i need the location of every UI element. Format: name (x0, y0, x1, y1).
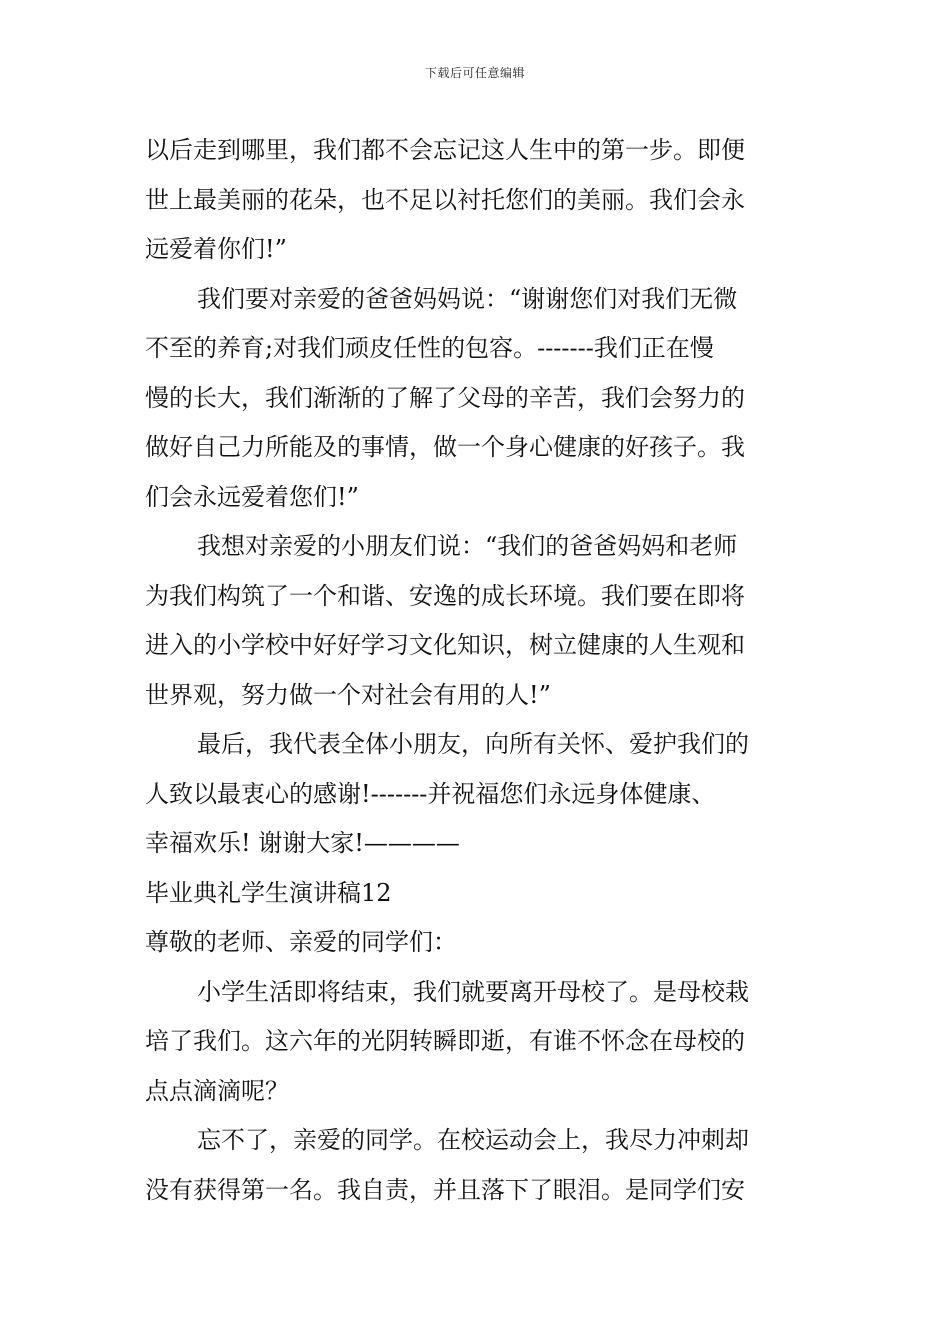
text-line: 为我们构筑了一个和谐、安逸的成长环境。我们要在即将 (145, 581, 745, 610)
page-header: 下载后可任意编辑 (424, 66, 525, 80)
text-line: 点点滴滴呢？ (145, 1076, 289, 1105)
text-line: 以后走到哪里，我们都不会忘记这人生中的第一步。即便 (145, 136, 745, 164)
text-line: 小学生活即将结束，我们就要离开母校了。是母校栽 (197, 977, 749, 1006)
text-line: 远爱着你们!” (145, 235, 287, 263)
text-line: 毕业典礼学生演讲稿12 (145, 878, 392, 907)
text-line: 人致以最衷心的感谢!-------并祝福您们永远身体健康、 (145, 779, 716, 808)
text-line: 世上最美丽的花朵，也不足以衬托您们的美丽。我们会永 (145, 185, 745, 214)
text-line: 我想对亲爱的小朋友们说：“我们的爸爸妈妈和老师 (197, 532, 738, 560)
text-line: 做好自己力所能及的事情，做一个身心健康的好孩子。我 (145, 433, 745, 461)
text-line: 幸福欢乐! 谢谢大家!———— (145, 829, 460, 857)
text-line: 培了我们。这六年的光阴转瞬即逝，有谁不怀念在母校的 (145, 1027, 745, 1055)
document-body (145, 126, 807, 1215)
text-line: 世界观，努力做一个对社会有用的人!” (145, 680, 551, 709)
text-line: 不至的养育;对我们顽皮任性的包容。-------我们正在慢 (145, 334, 714, 362)
text-line: 忘不了，亲爱的同学。在校运动会上，我尽力冲刺却 (197, 1126, 749, 1154)
text-line: 最后，我代表全体小朋友，向所有关怀、爱护我们的 (197, 730, 749, 758)
text-line: 没有获得第一名。我自责，并且落下了眼泪。是同学们安 (145, 1175, 745, 1204)
text-line: 我们要对亲爱的爸爸妈妈说：“谢谢您们对我们无微 (197, 284, 738, 313)
text-line: 们会永远爱着您们!” (145, 482, 359, 511)
text-line: 进入的小学校中好好学习文化知识，树立健康的人生观和 (145, 631, 745, 659)
text-line: 尊敬的老师、亲爱的同学们： (145, 928, 457, 956)
text-line: 慢的长大，我们渐渐的了解了父母的辛苦，我们会努力的 (145, 383, 745, 412)
